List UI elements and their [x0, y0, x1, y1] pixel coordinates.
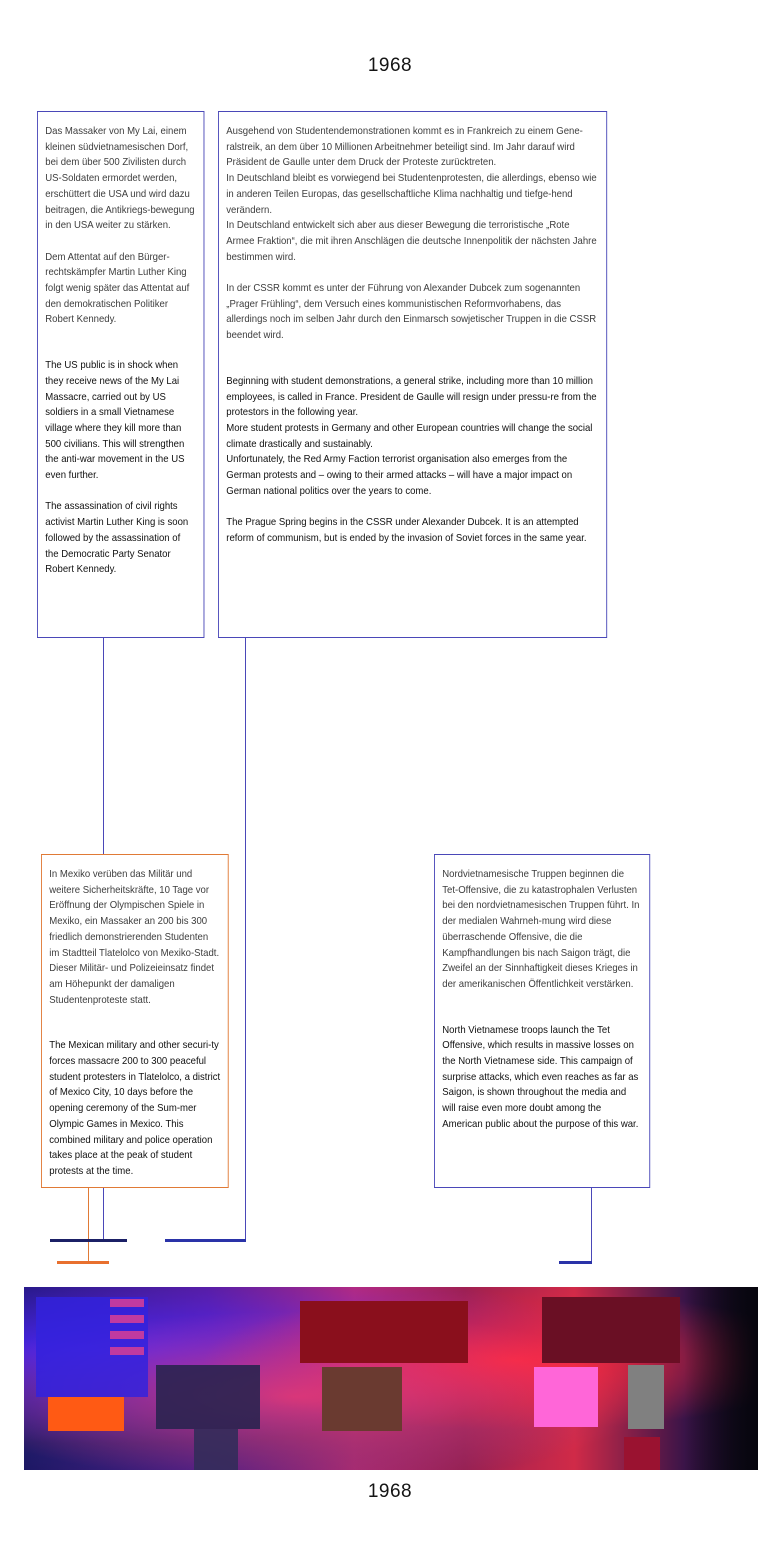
timeline-bar-europe — [165, 1239, 246, 1242]
photo-stripe — [110, 1347, 144, 1355]
textbox-europe-english: Beginning with student demonstrations, a general strike, including more than 10 million employees, is called in France. President de Gaulle will resign under pressu-re from the protestors in the following year. More student protests in Germany and other European countries will change the social climate drastically and sustainably. Unfortunately, the Red Army Faction terrorist organisation also emerges from the German protests and – owing to their armed attacks – will have a major impact on German national politics over the years to come. The Prague Spring begins in the CSSR under Alexander Dubcek. It is an attempted reform of communism, but is ended by the invasion of Soviet forces in the same year. — [226, 375, 597, 544]
exhibition-photo — [24, 1287, 758, 1470]
timeline-bar-mexico — [57, 1261, 109, 1264]
timeline-bar-usa — [50, 1239, 127, 1242]
photo-shadow — [684, 1287, 758, 1470]
textbox-mexico-english: The Mexican military and other securi-ty forces massacre 200 to 300 peaceful student protesters in Tlatelolco, a district of Mexico City, 10 days before the opening ceremony of the Sum-mer Olympic Games in Mexico. This combined military and police operation takes place at the peak of student protests at the time. — [49, 1040, 221, 1177]
photo-stripe — [110, 1315, 144, 1323]
footer-year: 1968 — [367, 1481, 413, 1502]
photo-block-brown — [322, 1367, 402, 1431]
photo-block-crimson — [624, 1437, 660, 1470]
photo-block-orange — [48, 1397, 124, 1431]
photo-stripe — [110, 1331, 144, 1339]
photo-block-maroon — [542, 1297, 680, 1363]
textbox-europe — [218, 111, 607, 638]
textbox-vietnam-german: Nordvietnamesische Truppen beginnen die Tet-Offensive, die zu katastrophalen Verlusten bei den nordvietnamesischen Truppen führt. In der medialen Wahrneh-mung wird diese überraschende Offensive, die die Kampfhandlungen bis nach Saigon trägt, die Zweifel an der Sinnhaftigkeit dieses Krieges in der amerikanischen Öffentlichkeit verstärken. — [442, 869, 640, 990]
connector-usa-lower-line — [103, 1188, 104, 1240]
connector-usa-line — [103, 638, 104, 854]
textbox-mexico-german: In Mexiko verüben das Militär und weitere Sicherheitskräfte, 10 Tage vor Eröffnung der Olympischen Spiele in Mexiko, ein Massaker an 200 bis 300 friedlich demonstrierenden Studenten im Stadtteil Tlatelolco von Mexiko-Stadt. Dieser Militär- und Polizeieinsatz findet am Höhepunkt der damaligen Studentenproteste statt. — [49, 869, 220, 1006]
textbox-vietnam — [434, 854, 650, 1188]
connector-vietnam-line — [591, 1188, 592, 1262]
connector-mexico-line — [88, 1188, 89, 1262]
timeline-bar-vietnam — [559, 1261, 592, 1264]
photo-block-pink — [534, 1367, 598, 1427]
connector-europe-line — [245, 638, 246, 1240]
page-title-year: 1968 — [367, 55, 413, 76]
textbox-usa-german: Das Massaker von My Lai, einem kleinen südvietnamesischen Dorf, bei dem über 500 Zivilisten durch US-Soldaten ermordet werden, erschüttert die USA und wird dazu beitragen, die Antikriegs-bewegung in den USA weiter zu stärken. Dem Attentat auf den Bürger-rechtskämpfer Martin Luther King folgt wenig später das Attentat auf den demokratischen Politiker Robert Kennedy. — [45, 126, 195, 326]
textbox-vietnam-english: North Vietnamese troops launch the Tet Offensive, which results in massive losses on the North Vietnamese side. This campaign of surprise attacks, which even reaches as far as Saigon, is shown throughout the media and will raise even more doubt among the American public about the purpose of this war. — [442, 1024, 639, 1130]
photo-stripe — [110, 1299, 144, 1307]
photo-block-grey — [628, 1365, 664, 1429]
photo-block-dark-foot — [194, 1429, 238, 1470]
textbox-usa-english: The US public is in shock when they receive news of the My Lai Massacre, carried out by US soldiers in a small Vietnamese village where they kill more than 500 civilians. This will strengthen the anti-war movement in the US even further. The assassination of civil rights activist Martin Luther King is soon followed by the assassination of the Democratic Party Senator Robert Kennedy. — [45, 360, 189, 576]
textbox-mexico — [41, 854, 229, 1188]
textbox-europe-german: Ausgehend von Studentendemonstrationen kommt es in Frankreich zu einem Gene-ralstreik, an dem über 10 Millionen Arbeitnehmer beteiligt sind. Im Jahr darauf wird Präsident de Gaulle unter dem Druck der Proteste zurücktreten. In Deutschland bleibt es vorwiegend bei Studentenprotesten, die allerdings, ebenso wie in anderen Teilen Europas, das gesellschaftliche Klima nachhaltig und tiefge-hend verändern. In Deutschland entwickelt sich aber aus dieser Bewegung die terroristische „Rote Armee Fraktion“, die mit ihren Anschlägen die deutsche Innenpolitik der nächsten Jahre bestimmen wird. In der CSSR kommt es unter der Führung von Alexander Dubcek zum sogenannten „Prager Frühling“, dem Versuch eines kommunistischen Reformvorhabens, das allerdings noch im selben Jahr durch den Einmarsch sowjetischer Truppen in die CSSR beendet wird. — [226, 126, 597, 342]
textbox-usa — [37, 111, 204, 638]
photo-block-red — [300, 1301, 468, 1363]
photo-block-dark — [156, 1365, 260, 1429]
